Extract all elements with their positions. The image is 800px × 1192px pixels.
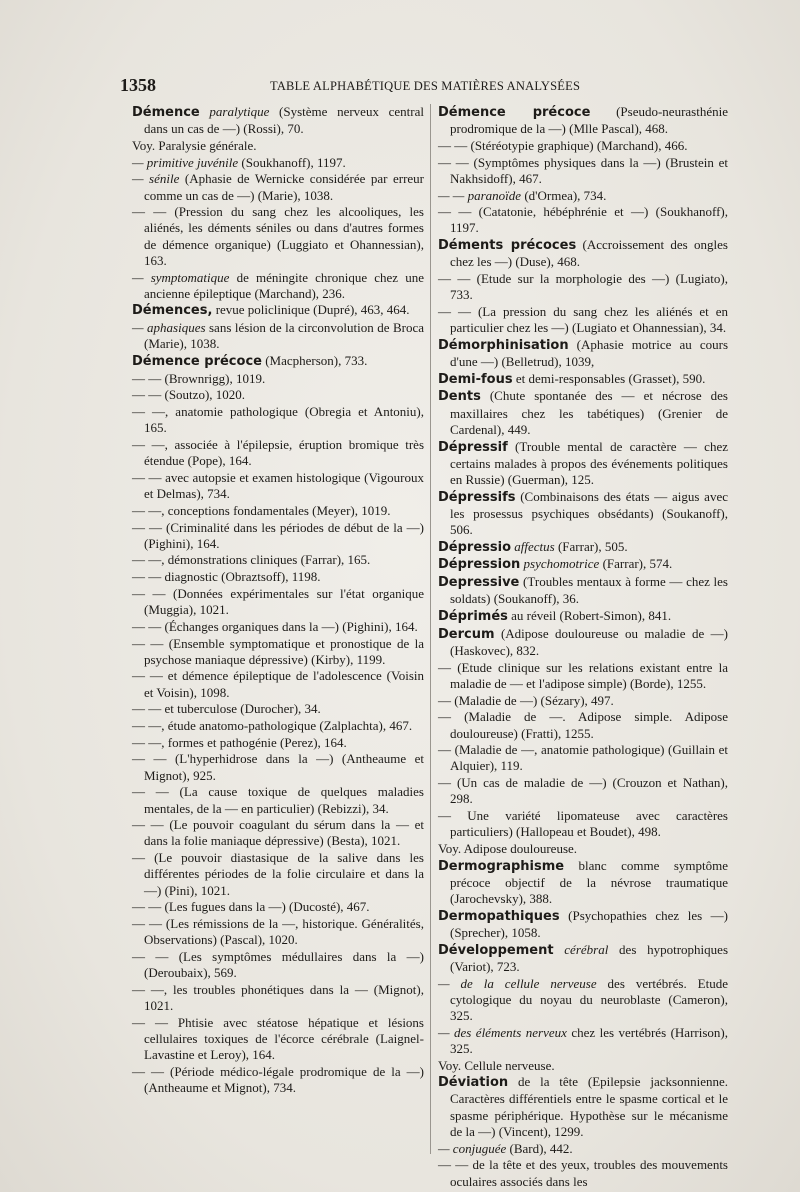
index-entry <box>438 775 728 807</box>
entry-text: — — (Données expérimentales sur l'état organique (Muggia), 1021. <box>132 585 424 618</box>
entry-text: (Pseudo-neurasthénie prodromique de la —) (Mlle Pascal), 468. <box>450 104 728 137</box>
entry-text: revue policlinique (Dupré), 463, 464. <box>212 302 410 318</box>
entry-text: — — (Échanges organiques dans la —) (Pighini), 164. <box>132 618 418 634</box>
index-entry <box>438 1074 728 1140</box>
index-entry <box>438 709 728 741</box>
index-entry <box>132 552 424 568</box>
entry-text: — —, associée à l'épilepsie, éruption bromique très étendue (Pope), 164. <box>132 437 424 469</box>
entry-text: — — (Les rémissions de la —, historique. Généralités, Observations) (Pascal), 1020. <box>132 915 424 948</box>
index-entry <box>132 701 424 717</box>
entry-text: chez les vertébrés (Harrison), 325. <box>450 1024 728 1056</box>
index-entry <box>438 388 728 438</box>
index-entry <box>132 784 424 816</box>
index-entry <box>132 520 424 552</box>
entry-text: et demi-responsables (Grasset), 590. <box>512 370 706 386</box>
entry-text: — — Phtisie avec stéatose hépatique et lésions cellulaires toxiques de l'écorce cérébrale (Laignel-Lavastine et Leroy), 164. <box>132 1014 424 1063</box>
entry-text: — — (Brownrigg), 1019. <box>132 370 266 386</box>
index-entry <box>438 660 728 692</box>
entry-text: de la tête (Epilepsie jacksonnienne. Caractères différentiels entre le spasme cortical et le spasme périphérique. Hypothèse sur le mécanisme de la —) (Vincent), 1299. <box>450 1074 728 1139</box>
index-entry <box>132 387 424 403</box>
index-entry <box>132 371 424 387</box>
entry-headword: Déprimés <box>438 609 508 625</box>
index-entry <box>132 569 424 585</box>
index-entry <box>438 155 728 187</box>
index-entry <box>438 1157 728 1189</box>
entry-text: — —, conceptions fondamentales (Meyer), 1019. <box>132 502 391 518</box>
entry-headword: Dents <box>438 389 481 405</box>
entry-headword: Dépression <box>438 557 521 573</box>
entry-text: — — (L'hyperhidrose dans la —) (Antheaume et Mignot), 925. <box>132 751 424 783</box>
index-entry <box>132 668 424 700</box>
index-entry <box>438 693 728 709</box>
entry-text: — (Maladie de —, anatomie pathologique) (Guillain et Alquier), 119. <box>438 742 728 774</box>
index-entry <box>438 371 728 388</box>
index-entry <box>132 1015 424 1064</box>
index-entry <box>132 270 424 302</box>
entry-text: — —, anatomie pathologique (Obregia et Antoniu), 165. <box>132 404 424 436</box>
index-entry <box>438 337 728 370</box>
index-entry <box>438 942 728 975</box>
index-entry <box>438 237 728 270</box>
entry-headword: Développement <box>438 942 554 958</box>
entry-text: (Chute spontanée des — et nécrose des maxillaires chez les tabétiques) (Grenier de Cardenal), 449. <box>450 388 728 437</box>
index-entry <box>132 916 424 948</box>
index-entry <box>132 320 424 352</box>
index-entry <box>132 735 424 751</box>
entry-text: — —, démonstrations cliniques (Farrar), 165. <box>132 552 371 568</box>
entry-text: blanc comme symptôme précoce objectif de la névrose traumatique (Jarochevsky), 388. <box>450 857 728 907</box>
entry-text: au réveil (Robert-Simon), 841. <box>507 608 672 624</box>
index-entry <box>132 104 424 137</box>
entry-text: — — (Criminalité dans les périodes de début de la —) (Pighini), 164. <box>132 519 424 551</box>
entry-headword: Démorphinisation <box>438 337 569 353</box>
entry-headword: Dermographisme <box>438 858 565 874</box>
page-header <box>120 75 716 99</box>
index-entry <box>438 742 728 774</box>
entry-headword: Dépressio <box>438 539 512 555</box>
entry-text: — (Un cas de maladie de —) (Crouzon et Nathan), 298. <box>438 775 728 807</box>
index-entry <box>132 353 424 370</box>
index-entry <box>438 188 728 204</box>
entry-text: — — (Etude sur la morphologie des —) (Lugiato), 733. <box>438 271 728 303</box>
entry-text: — — (Les fugues dans la —) (Ducosté), 467. <box>132 899 370 915</box>
index-entry <box>438 104 728 137</box>
index-entry <box>132 138 424 154</box>
index-entry <box>132 470 424 502</box>
entry-headword: Dépressifs <box>438 489 516 505</box>
entry-subheading: — symptomatique <box>132 269 230 285</box>
entry-headword: Déviation <box>438 1075 509 1091</box>
entry-text: — (Maladie de —. Adipose simple. Adipose douloureuse) (Fratti), 1255. <box>438 709 728 741</box>
entry-text: (Psychopathies chez les —) (Sprecher), 1058. <box>450 907 728 940</box>
entry-text: — —, les troubles phonétiques dans la — (Mignot), 1021. <box>132 981 424 1013</box>
entry-headword: Demi-fous <box>438 371 513 387</box>
index-entry <box>132 751 424 783</box>
entry-text: (Combinaisons des états — aigus avec les prosessus psychiques obsédants) (Soukanoff), 506. <box>450 488 728 538</box>
entry-text: — — (Le pouvoir coagulant du sérum dans la — et dans la folie maniaque dépressive) (Besta), 1021. <box>132 817 424 849</box>
entry-headword: Démence précoce <box>132 354 262 370</box>
entry-headword: Dermopathiques <box>438 908 560 924</box>
entry-text: — — (Pression du sang chez les alcooliques, les aliénés, les déments séniles ou dans d'autres formes de démence organique) (Luggiato et Ohannessian), 163. <box>132 204 424 268</box>
entry-text: — — (Soutzo), 1020. <box>132 387 246 403</box>
entry-text: de méningite chronique chez une ancienne épileptique (Marchand), 236. <box>144 269 424 301</box>
entry-text: — — (Catatonie, hébéphrénie et —) (Soukhanoff), 1197. <box>438 204 728 236</box>
entry-subheading: — — paranoïde <box>438 187 522 203</box>
entry-text: des vertébrés. Etude cytologique du noyau du neuroblaste (Cameron), 325. <box>450 975 728 1023</box>
entry-subheading: — aphasiques <box>132 320 206 336</box>
entry-text: (Farrar), 505. <box>554 538 628 554</box>
entry-subheading: — sénile <box>132 171 180 187</box>
entry-text: — — (Les symptômes médullaires dans la —) (Deroubaix), 569. <box>132 948 424 981</box>
entry-text: (Soukhanoff), 1197. <box>238 154 346 170</box>
entry-subheading: — primitive juvénile <box>132 154 239 170</box>
index-entry <box>132 718 424 734</box>
entry-text: (Système nerveux central dans un cas de —) (Rossi), 70. <box>144 104 424 137</box>
index-entry <box>438 439 728 489</box>
index-entry <box>438 858 728 908</box>
index-entry <box>438 271 728 303</box>
index-entry <box>132 204 424 269</box>
entry-text: (d'Ormea), 734. <box>521 187 607 203</box>
index-entry <box>438 976 728 1025</box>
index-entry <box>438 1025 728 1057</box>
index-entry <box>438 204 728 236</box>
entry-text: — — et tuberculose (Durocher), 34. <box>132 701 321 717</box>
right-column <box>438 104 728 1190</box>
index-entry <box>438 608 728 625</box>
entry-text: — — diagnostic (Obraztsoff), 1198. <box>132 569 321 585</box>
index-entry <box>438 841 728 857</box>
index-entry <box>132 850 424 899</box>
column-divider <box>430 104 431 1154</box>
index-entry <box>132 619 424 635</box>
index-entry <box>132 1064 424 1096</box>
entry-headword: Démence <box>132 105 200 120</box>
index-entry <box>132 302 424 319</box>
index-entry <box>132 586 424 618</box>
entry-headword: Dépressif <box>438 439 508 455</box>
entry-text: — — (La pression du sang chez les aliénés et en particulier chez les —) (Lugiato et Ohannessian), 34. <box>438 303 728 336</box>
index-entry <box>132 949 424 981</box>
index-entry <box>438 626 728 659</box>
entry-text: (Bard), 442. <box>506 1140 573 1156</box>
entry-text: (Troubles mentaux à forme — chez les soldats) (Soukanoff), 36. <box>450 574 728 607</box>
entry-subheading: cérébral <box>564 941 609 957</box>
entry-text: — — (Ensemble symptomatique et pronostique de la psychose maniaque dépressive) (Kirby), 1199. <box>132 635 424 667</box>
index-entry <box>438 138 728 154</box>
entry-text: — — (Stéréotypie graphique) (Marchand), 466. <box>438 137 688 153</box>
index-entry <box>132 982 424 1014</box>
index-entry <box>438 908 728 941</box>
index-entry <box>132 404 424 436</box>
entry-subheading: — conjuguée <box>438 1140 507 1156</box>
entry-text: — — (Période médico-légale prodromique de la —) (Antheaume et Mignot), 734. <box>132 1063 424 1095</box>
entry-text: — — de la tête et des yeux, troubles des mouvements oculaires associés dans les <box>438 1157 728 1189</box>
index-entry <box>438 304 728 336</box>
index-entry <box>132 155 424 171</box>
entry-text: (Aphasie de Wernicke considérée par erreur comme un cas de —) (Marie), 1038. <box>144 171 425 203</box>
index-entry <box>438 539 728 556</box>
entry-text: (Adipose douloureuse ou maladie de —) (Haskovec), 832. <box>450 625 728 658</box>
index-entry <box>438 808 728 840</box>
entry-subheading: — des éléments nerveux <box>438 1024 567 1040</box>
index-entry <box>438 1058 728 1074</box>
index-entry <box>438 1141 728 1157</box>
entry-text: Voy. Paralysie générale. <box>132 137 257 153</box>
entry-text: (Trouble mental de caractère — chez certains malades à propos des événements politiques en Russie) (Guerman), 125. <box>450 438 728 487</box>
index-entry <box>438 556 728 573</box>
entry-text: (Macpherson), 733. <box>261 353 368 369</box>
entry-text: (Aphasie motrice au cours d'une —) (Belletrud), 1039, <box>450 336 728 370</box>
entry-text: (Accroissement des ongles chez les —) (Duse), 468. <box>450 237 728 270</box>
entry-text: — — avec autopsie et examen histologique (Vigouroux et Delmas), 734. <box>132 469 424 502</box>
entry-text: Voy. Adipose douloureuse. <box>438 840 578 856</box>
entry-subheading: affectus <box>514 538 555 554</box>
entry-headword: Démences, <box>132 303 213 319</box>
entry-text: — — et démence épileptique de l'adolescence (Voisin et Voisin), 1098. <box>132 668 424 700</box>
entry-text: — Une variété lipomateuse avec caractères particuliers) (Hallopeau et Boudet), 498. <box>438 808 728 840</box>
entry-text: — (Maladie de —) (Sézary), 497. <box>438 692 614 708</box>
entry-subheading: — de la cellule nerveuse <box>438 975 597 991</box>
left-column <box>132 104 424 1097</box>
entry-text: — —, formes et pathogénie (Perez), 164. <box>132 734 347 750</box>
entry-text: — — (La cause toxique de quelques maladies mentales, de la — en particulier) (Rebizzi), 34. <box>132 784 424 816</box>
index-entry <box>132 503 424 519</box>
entry-subheading: psychomotrice <box>523 556 600 572</box>
entry-text: — (Etude clinique sur les relations existant entre la maladie de — et l'adipose simple) (Borde), 1255. <box>438 659 728 691</box>
entry-headword: Déments précoces <box>438 238 577 254</box>
entry-subheading: paralytique <box>209 104 270 119</box>
entry-text: Voy. Cellule nerveuse. <box>438 1057 555 1073</box>
index-entry <box>132 817 424 849</box>
entry-headword: Démence précoce <box>438 105 591 120</box>
index-entry <box>438 489 728 539</box>
entry-text: (Farrar), 574. <box>599 556 673 572</box>
entry-text: — —, étude anatomo-pathologique (Zalplachta), 467. <box>132 718 413 734</box>
index-entry <box>132 171 424 203</box>
index-entry <box>438 574 728 607</box>
entry-text: sans lésion de la circonvolution de Broca (Marie), 1038. <box>144 320 424 352</box>
page-number: 1358 <box>120 75 156 95</box>
running-title: TABLE ALPHABÉTIQUE DES MATIÈRES ANALYSÉES <box>270 79 581 93</box>
index-entry <box>132 636 424 668</box>
entry-headword: Dercum <box>438 626 495 642</box>
entry-text: — — (Symptômes physiques dans la —) (Brustein et Nakhsidoff), 467. <box>438 154 728 186</box>
entry-text: — (Le pouvoir diastasique de la salive dans les différentes périodes de la folie circulaire et dans la —) (Pini), 1021. <box>132 850 424 898</box>
index-entry <box>132 437 424 469</box>
entry-text: des hypotrophiques (Variot), 723. <box>450 941 728 974</box>
index-entry <box>132 899 424 915</box>
entry-headword: Depressive <box>438 575 520 591</box>
